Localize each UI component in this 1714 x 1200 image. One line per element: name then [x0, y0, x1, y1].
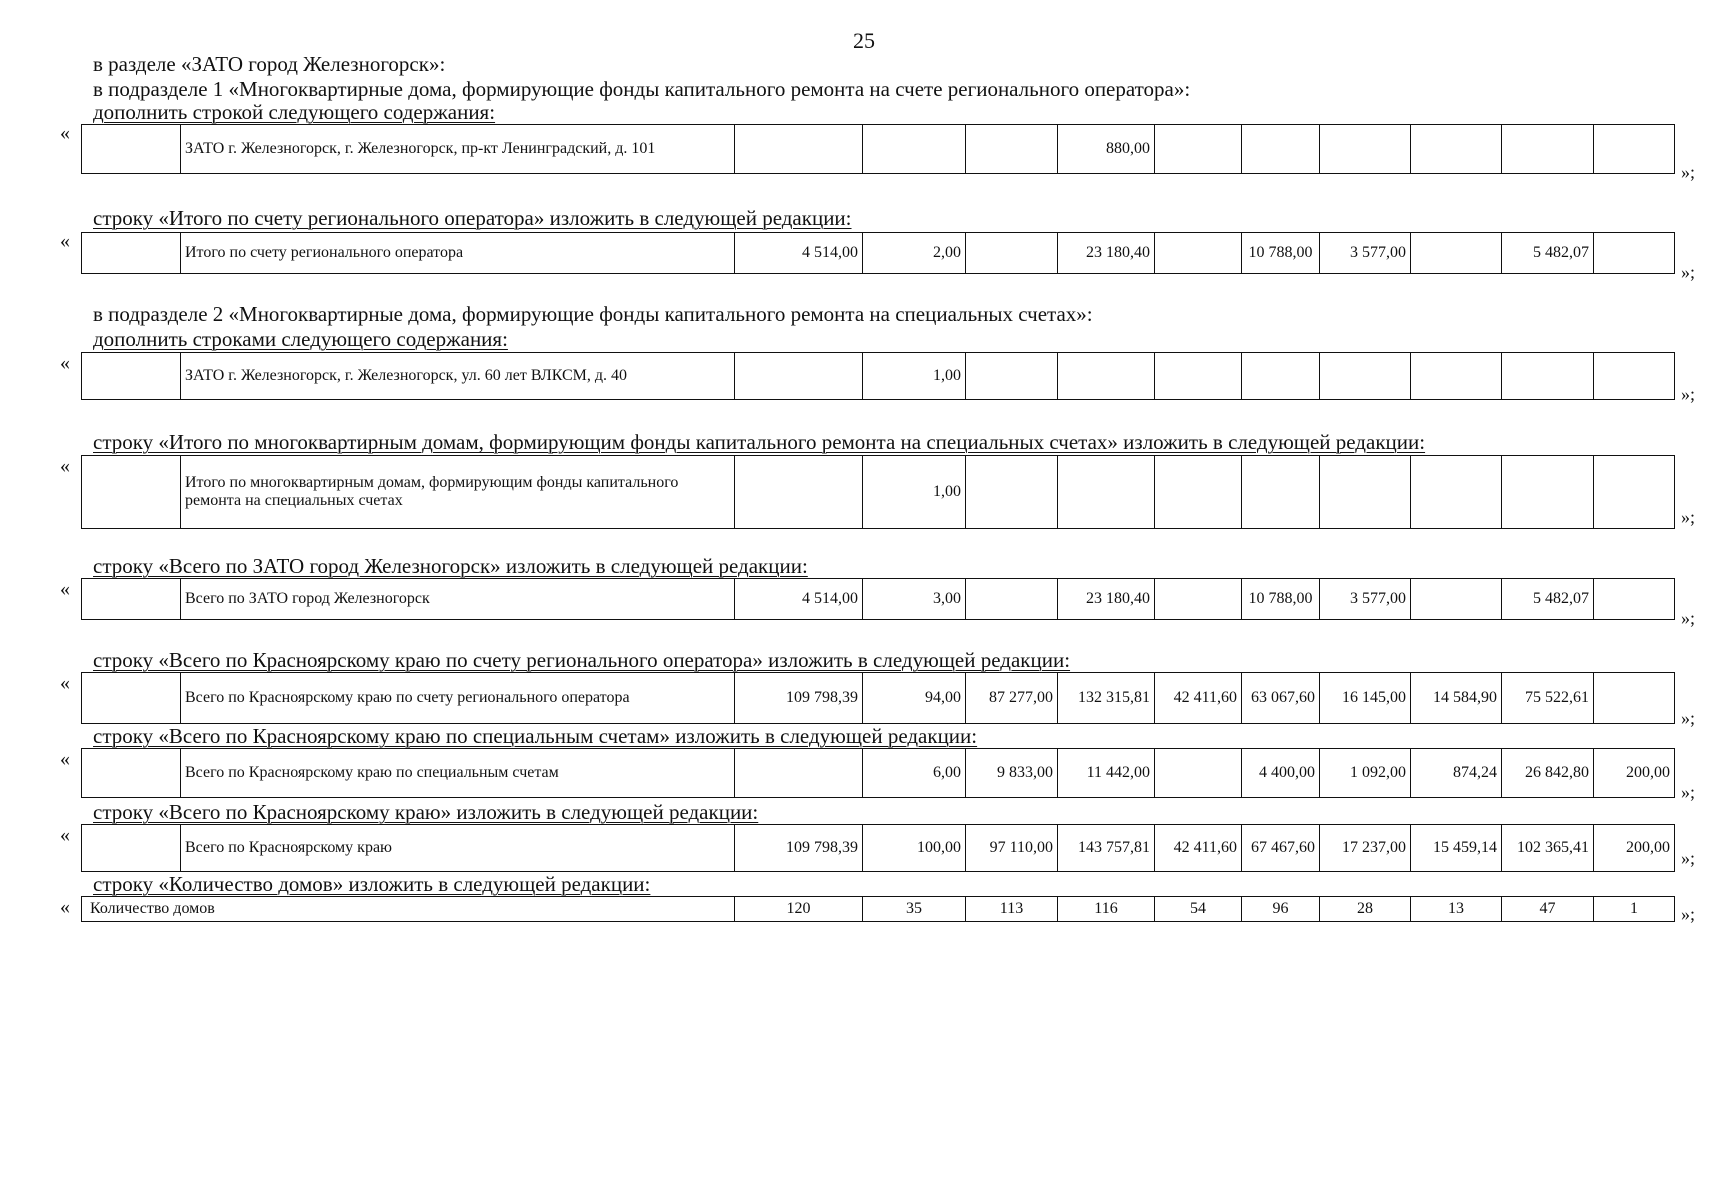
value-cell: 9 833,00: [966, 749, 1058, 798]
close-quote: »;: [1681, 384, 1696, 404]
total-krai-instruction: строку «Всего по Красноярскому краю» изложить в следующей редакции:: [93, 800, 759, 824]
table-row-r7: [81, 748, 1675, 798]
value-cell: 3 577,00: [1320, 579, 1411, 620]
value-cell: 28: [1320, 897, 1411, 922]
open-quote: «: [60, 578, 70, 600]
value-cell: [1242, 353, 1320, 400]
value-cell: 54: [1155, 897, 1242, 922]
value-cell: [966, 456, 1058, 529]
value-cell: 109 798,39: [735, 673, 863, 724]
value-cell: 42 411,60: [1155, 673, 1242, 724]
value-cell: 75 522,61: [1502, 673, 1594, 724]
value-cell: [1155, 353, 1242, 400]
value-cell: [1320, 353, 1411, 400]
table-row-r8: [81, 824, 1675, 872]
total-regional-instruction: строку «Итого по счету регионального оператора» изложить в следующей редакции:: [93, 206, 852, 230]
open-quote: «: [60, 896, 70, 918]
value-cell: 23 180,40: [1058, 233, 1155, 274]
value-cell: [735, 353, 863, 400]
value-cell: [735, 749, 863, 798]
value-cell: [1320, 125, 1411, 174]
value-cell: [1155, 233, 1242, 274]
value-cell: 5 482,07: [1502, 579, 1594, 620]
value-cell: 120: [735, 897, 863, 922]
value-cell: 35: [863, 897, 966, 922]
value-cell: [863, 125, 966, 174]
open-quote: «: [60, 824, 70, 846]
value-cell: 109 798,39: [735, 825, 863, 872]
subsection-2-heading: в подразделе 2 «Многоквартирные дома, формирующие фонды капитального ремонта на специальных счетах»:: [93, 302, 1093, 326]
close-quote: »;: [1681, 162, 1696, 182]
value-cell: [735, 456, 863, 529]
subsection-1-heading: в подразделе 1 «Многоквартирные дома, формирующие фонды капитального ремонта на счете регионального оператора»:: [93, 77, 1191, 101]
value-cell: 13: [1411, 897, 1502, 922]
value-cell: 10 788,00: [1242, 579, 1320, 620]
house-count-instruction: строку «Количество домов» изложить в следующей редакции:: [93, 872, 651, 896]
value-cell: [1594, 353, 1675, 400]
value-cell: 16 145,00: [1320, 673, 1411, 724]
value-cell: [1155, 125, 1242, 174]
value-cell: 102 365,41: [1502, 825, 1594, 872]
value-cell: 67 467,60: [1242, 825, 1320, 872]
value-cell: 26 842,80: [1502, 749, 1594, 798]
close-quote: »;: [1681, 904, 1696, 924]
value-cell: 2,00: [863, 233, 966, 274]
total-special-instruction: строку «Итого по многоквартирным домам, формирующим фонды капитального ремонта на специальных счетах» изложить в следующей редакции:: [93, 430, 1426, 454]
row-name: Всего по Красноярскому краю по специальным счетам: [181, 749, 735, 798]
value-cell: 14 584,90: [1411, 673, 1502, 724]
value-cell: 1: [1594, 897, 1675, 922]
row-name: Всего по Красноярскому краю по счету регионального оператора: [181, 673, 735, 724]
value-cell: 132 315,81: [1058, 673, 1155, 724]
total-zato-instruction: строку «Всего по ЗАТО город Железногорск» изложить в следующей редакции:: [93, 554, 808, 578]
value-cell: [1320, 456, 1411, 529]
value-cell: [1594, 233, 1675, 274]
row-index-cell: [82, 233, 181, 274]
value-cell: 3,00: [863, 579, 966, 620]
add-line-instruction-1: дополнить строкой следующего содержания:: [93, 100, 496, 124]
value-cell: 94,00: [863, 673, 966, 724]
value-cell: 143 757,81: [1058, 825, 1155, 872]
row-name: ЗАТО г. Железногорск, г. Железногорск, ул. 60 лет ВЛКСМ, д. 40: [181, 353, 735, 400]
value-cell: [1594, 579, 1675, 620]
row-name: Всего по ЗАТО город Железногорск: [181, 579, 735, 620]
value-cell: [1155, 456, 1242, 529]
row-name: Итого по счету регионального оператора: [181, 233, 735, 274]
value-cell: 15 459,14: [1411, 825, 1502, 872]
value-cell: 4 514,00: [735, 579, 863, 620]
table-row-r4: [81, 455, 1675, 529]
row-index-cell: [82, 125, 181, 174]
value-cell: 200,00: [1594, 825, 1675, 872]
value-cell: 5 482,07: [1502, 233, 1594, 274]
value-cell: [1411, 456, 1502, 529]
value-cell: [1594, 673, 1675, 724]
value-cell: [1155, 749, 1242, 798]
value-cell: 200,00: [1594, 749, 1675, 798]
value-cell: [1155, 579, 1242, 620]
value-cell: 1,00: [863, 353, 966, 400]
row-name: Итого по многоквартирным домам, формирующим фонды капитального ремонта на специальных счетах: [181, 456, 735, 529]
open-quote: «: [60, 748, 70, 770]
row-name: Всего по Красноярскому краю: [181, 825, 735, 872]
value-cell: 17 237,00: [1320, 825, 1411, 872]
total-krai-regional-instruction: строку «Всего по Красноярскому краю по счету регионального оператора» изложить в следующей редакции:: [93, 648, 1071, 672]
row-index-cell: [82, 749, 181, 798]
value-cell: [1502, 125, 1594, 174]
close-quote: »;: [1681, 507, 1696, 527]
row-index-cell: [82, 579, 181, 620]
table-row-r3: [81, 352, 1675, 400]
row-name: ЗАТО г. Железногорск, г. Железногорск, пр-кт Ленинградский, д. 101: [181, 125, 735, 174]
value-cell: [966, 579, 1058, 620]
value-cell: [966, 125, 1058, 174]
row-name: Количество домов: [82, 897, 735, 922]
value-cell: [1242, 125, 1320, 174]
value-cell: [1411, 353, 1502, 400]
value-cell: [1594, 125, 1675, 174]
value-cell: 116: [1058, 897, 1155, 922]
table-row-r9: [81, 896, 1675, 922]
value-cell: [1242, 456, 1320, 529]
value-cell: [1594, 456, 1675, 529]
close-quote: »;: [1681, 848, 1696, 868]
value-cell: [966, 233, 1058, 274]
value-cell: 880,00: [1058, 125, 1155, 174]
row-index-cell: [82, 673, 181, 724]
open-quote: «: [60, 455, 70, 477]
value-cell: [966, 353, 1058, 400]
value-cell: 87 277,00: [966, 673, 1058, 724]
value-cell: 47: [1502, 897, 1594, 922]
value-cell: 100,00: [863, 825, 966, 872]
row-index-cell: [82, 825, 181, 872]
value-cell: 3 577,00: [1320, 233, 1411, 274]
value-cell: 6,00: [863, 749, 966, 798]
value-cell: 96: [1242, 897, 1320, 922]
row-index-cell: [82, 456, 181, 529]
value-cell: 11 442,00: [1058, 749, 1155, 798]
close-quote: »;: [1681, 262, 1696, 282]
table-row-r2: [81, 232, 1675, 274]
value-cell: 113: [966, 897, 1058, 922]
value-cell: 874,24: [1411, 749, 1502, 798]
value-cell: 23 180,40: [1058, 579, 1155, 620]
open-quote: «: [60, 352, 70, 374]
value-cell: 42 411,60: [1155, 825, 1242, 872]
value-cell: 4 400,00: [1242, 749, 1320, 798]
value-cell: [1058, 353, 1155, 400]
table-row-r6: [81, 672, 1675, 724]
value-cell: 63 067,60: [1242, 673, 1320, 724]
page-number: 25: [853, 28, 875, 53]
value-cell: [1411, 233, 1502, 274]
section-heading: в разделе «ЗАТО город Железногорск»:: [93, 52, 446, 76]
table-row-r1: [81, 124, 1675, 174]
value-cell: [1502, 353, 1594, 400]
value-cell: 4 514,00: [735, 233, 863, 274]
value-cell: [1058, 456, 1155, 529]
value-cell: 1 092,00: [1320, 749, 1411, 798]
total-krai-special-instruction: строку «Всего по Красноярскому краю по специальным счетам» изложить в следующей редакции:: [93, 724, 978, 748]
value-cell: [1502, 456, 1594, 529]
open-quote: «: [60, 122, 70, 144]
value-cell: [1411, 125, 1502, 174]
value-cell: 97 110,00: [966, 825, 1058, 872]
close-quote: »;: [1681, 782, 1696, 802]
value-cell: [1411, 579, 1502, 620]
close-quote: »;: [1681, 608, 1696, 628]
open-quote: «: [60, 672, 70, 694]
row-index-cell: [82, 353, 181, 400]
open-quote: «: [60, 230, 70, 252]
table-row-r5: [81, 578, 1675, 620]
add-lines-instruction-2: дополнить строками следующего содержания:: [93, 327, 508, 351]
value-cell: 10 788,00: [1242, 233, 1320, 274]
value-cell: 1,00: [863, 456, 966, 529]
close-quote: »;: [1681, 708, 1696, 728]
value-cell: [735, 125, 863, 174]
